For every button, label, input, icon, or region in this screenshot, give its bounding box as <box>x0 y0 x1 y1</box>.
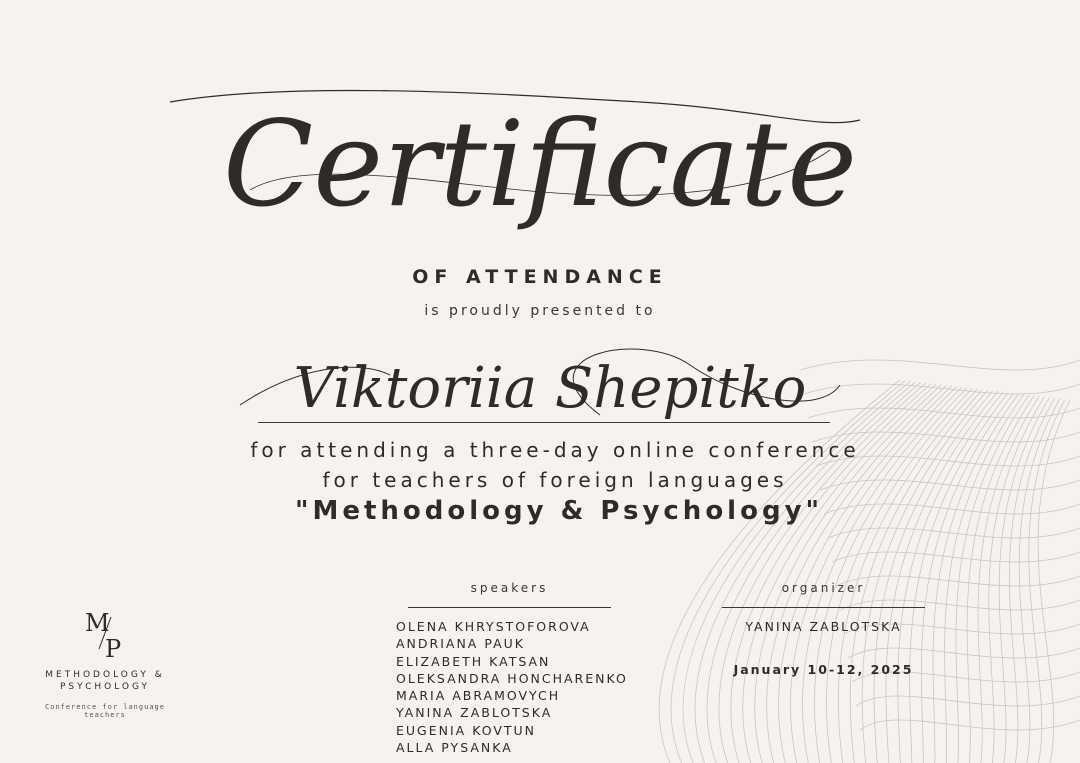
logo-brand-line-2: PSYCHOLOGY <box>59 682 151 692</box>
organizer-name: YANINA ZABLOTSKA <box>745 619 902 634</box>
wave-contour <box>848 648 1080 658</box>
event-date: January 10-12, 2025 <box>733 662 914 677</box>
svg-text:P: P <box>105 635 122 661</box>
recipient-name <box>220 335 880 435</box>
speaker-item: MARIA ABRAMOVYCH <box>396 688 561 704</box>
speaker-item: OLEKSANDRA HONCHARENKO <box>396 670 628 686</box>
svg-text:M: M <box>85 609 110 637</box>
speaker-item: OLENA KHRYSTOFOROVA <box>396 619 591 634</box>
logo-tagline-line-2: teachers <box>84 711 126 719</box>
body-line-2: for teachers of foreign languages <box>322 468 788 492</box>
body-line-1: for attending a three-day online conference <box>250 438 860 462</box>
mp-monogram-icon <box>75 605 135 661</box>
speaker-item: ANDRIANA PAUK <box>396 636 525 652</box>
wave-contour <box>832 552 1080 562</box>
logo-brand-name <box>30 669 180 693</box>
recipient-underline <box>258 422 830 423</box>
speakers-divider <box>408 607 611 608</box>
wave-contour <box>840 600 1080 610</box>
speaker-item: YANINA ZABLOTSKA <box>396 705 553 721</box>
recipient-name-text: Viktoriia Shepitko <box>293 356 807 421</box>
speaker-list <box>396 618 628 756</box>
speaker-item: ALLA PYSANKA <box>396 740 513 756</box>
certificate-subtitle: OF ATTENDANCE <box>412 266 668 288</box>
logo-brand-line-1: METHODOLOGY & <box>45 670 165 680</box>
logo-tagline-line-1: Conference for language <box>45 703 165 711</box>
organization-logo <box>30 605 180 719</box>
wave-contour <box>856 696 1080 706</box>
certificate-title-text: Certificate <box>222 95 858 233</box>
logo-tagline <box>30 703 180 719</box>
speaker-item: EUGENIA KOVTUN <box>396 722 537 738</box>
speaker-item: ELIZABETH KATSAN <box>396 653 551 669</box>
organizer-heading: organizer <box>781 581 866 595</box>
conference-name: "Methodology & Psychology" <box>294 496 824 526</box>
presented-line: is proudly presented to <box>424 303 656 319</box>
organizer-divider <box>722 607 925 608</box>
certificate-title <box>0 40 1080 270</box>
speakers-heading: speakers <box>470 581 549 595</box>
